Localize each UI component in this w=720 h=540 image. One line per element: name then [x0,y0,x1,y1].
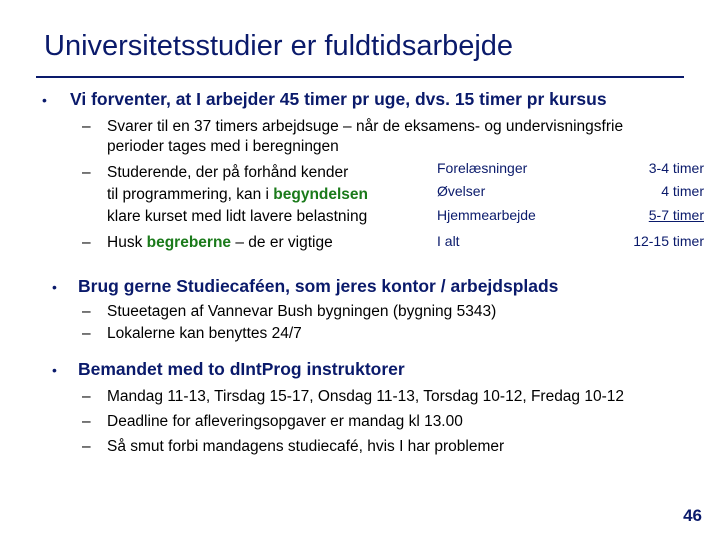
dash-marker: – [82,118,91,135]
title-divider [36,76,684,78]
page-number: 46 [683,506,702,525]
table-row-value: 4 timer [661,183,704,199]
dash-marker: – [82,413,91,430]
bullet-3-text: Bemandet med to dIntProg instruktorer [78,359,405,379]
dash-marker: – [82,303,91,320]
bullet-2-text: Brug gerne Studiecaféen, som jeres kontor / arbejdsplads [78,276,559,296]
table-row-label: Forelæsninger [437,160,528,176]
table-row-label: I alt [437,233,460,249]
sub-3-post: – de er vigtige [231,234,333,251]
dash-marker: – [82,388,91,405]
dash-marker: – [82,164,91,181]
bullet-marker: • [52,279,57,295]
sub-2-line-2-text: til programmering, kan i [107,186,274,203]
bullet-1-sub-2-line-2 [107,186,368,204]
dash-marker: – [82,234,91,251]
bullet-2-sub-2: Lokalerne kan benyttes 24/7 [107,325,302,342]
bullet-3-sub-3: Så smut forbi mandagens studiecafé, hvis I har problemer [107,438,505,455]
slide-title: Universitetsstudier er fuldtidsarbejde [44,30,514,62]
dash-marker: – [82,438,91,455]
table-row-label: Øvelser [437,183,486,199]
bullet-1-sub-3 [107,234,333,252]
table-row-value: 5-7 timer [648,207,704,223]
emphasis-begyndelsen: begyndelsen [273,186,369,203]
bullet-2-sub-1: Stueetagen af Vannevar Bush bygningen (bygning 5343) [107,303,497,320]
emphasis-begreberne: begreberne [146,234,232,251]
bullet-marker: • [42,92,47,108]
sub-3-pre: Husk [107,234,147,251]
bullet-1-sub-1-line-2: perioder tages med i beregningen [107,138,339,155]
bullet-1-text: Vi forventer, at I arbejder 45 timer pr uge, dvs. 15 timer pr kursus [70,89,607,109]
bullet-1-sub-2-line-1: Studerende, der på forhånd kender [107,164,349,181]
bullet-marker: • [52,362,57,378]
dash-marker: – [82,325,91,342]
bullet-1-sub-1-line-1: Svarer til en 37 timers arbejdsuge – når de eksamens- og undervisningsfrie [107,118,624,135]
bullet-3-sub-1: Mandag 11-13, Tirsdag 15-17, Onsdag 11-13, Torsdag 10-12, Fredag 10-12 [107,388,625,405]
table-row-label: Hjemmearbejde [437,207,536,223]
table-row-value: 3-4 timer [648,160,704,176]
bullet-1-sub-2-line-3: klare kurset med lidt lavere belastning [107,208,368,225]
table-row-value: 12-15 timer [633,233,704,249]
bullet-3-sub-2: Deadline for afleveringsopgaver er mandag kl 13.00 [107,413,463,430]
